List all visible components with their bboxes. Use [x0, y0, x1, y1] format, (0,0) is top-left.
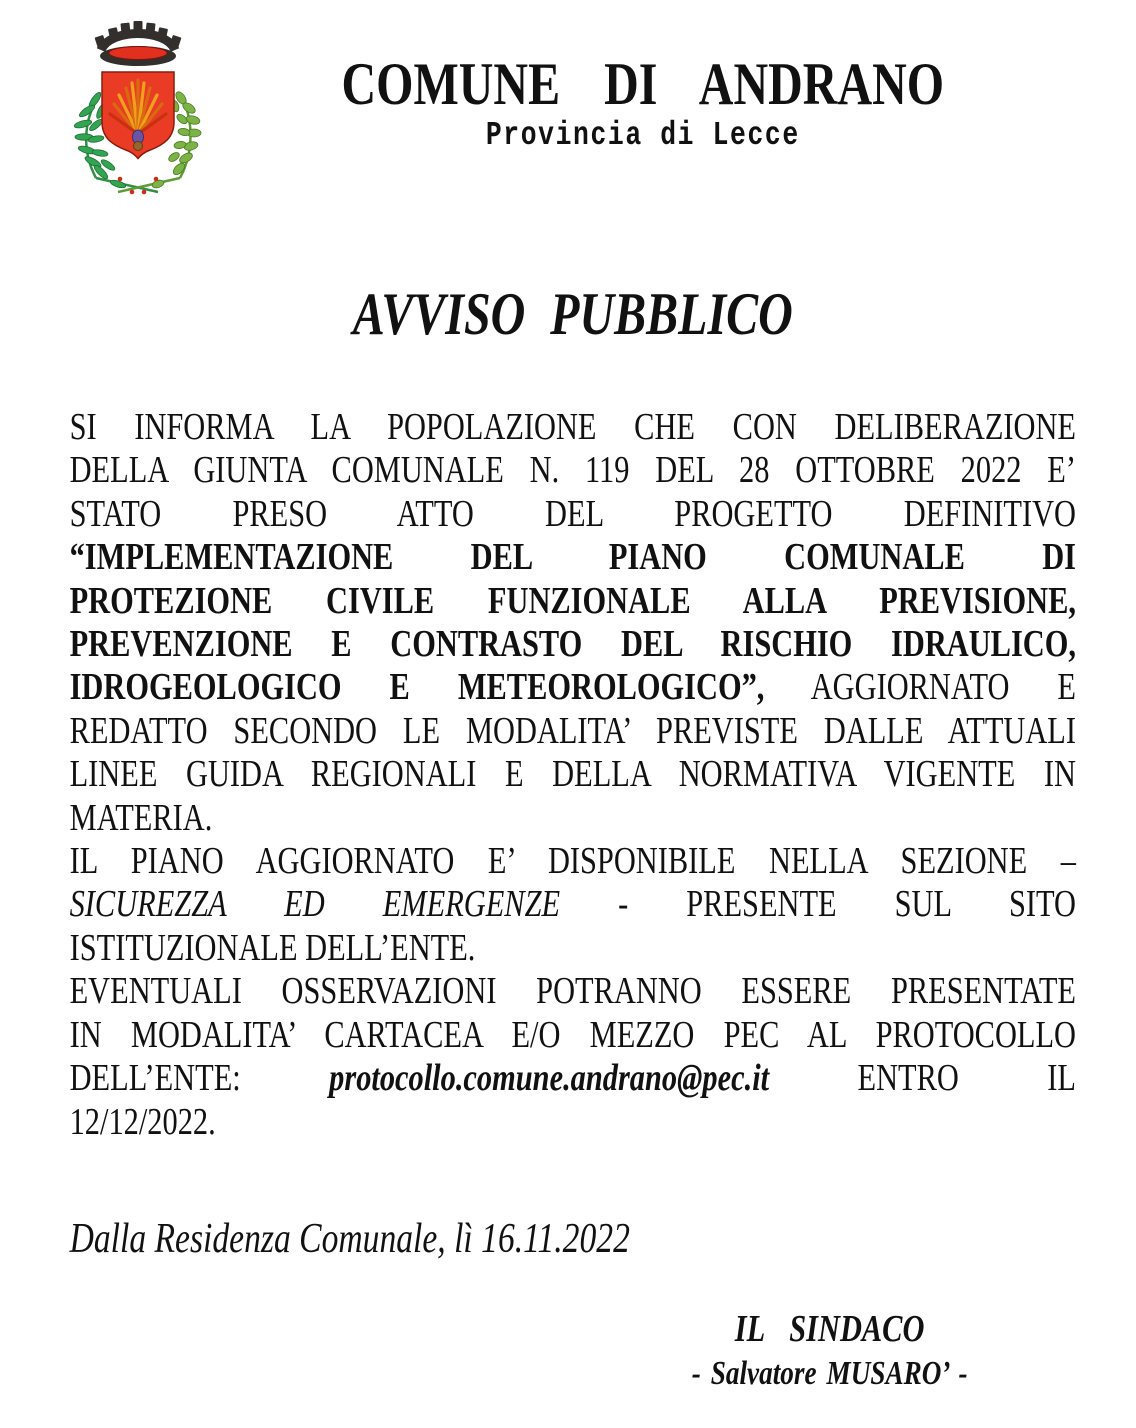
- body-line: [70, 1101, 1076, 1144]
- municipality-title: COMUNE DI ANDRANO: [341, 51, 945, 117]
- body-line: [70, 493, 1076, 536]
- signature-block: [630, 1307, 1030, 1394]
- text-segment: - PRESENTE SUL SITO: [560, 883, 1076, 926]
- province-subtitle: Provincia di Lecce: [485, 117, 800, 154]
- body-line: [70, 883, 1076, 926]
- signature-role: IL SINDACO: [734, 1308, 925, 1350]
- text-segment: SICUREZZA ED EMERGENZE: [69, 883, 561, 926]
- body-line: [70, 927, 1076, 970]
- text-segment: IL PIANO AGGIORNATO E’ DISPONIBILE NELLA SEZIONE –: [69, 840, 1077, 883]
- text-segment: ENTRO IL: [769, 1057, 1076, 1100]
- text-segment: DELLA GIUNTA COMUNALE N. 119 DEL 28 OTTOBRE 2022 E’: [69, 449, 1077, 492]
- body-line: [70, 1014, 1076, 1057]
- text-segment: DELL’ENTE:: [69, 1057, 241, 1100]
- body-line: [70, 406, 1076, 449]
- body-line: [70, 753, 1076, 796]
- dateline: Dalla Residenza Comunale, lì 16.11.2022: [69, 1216, 630, 1262]
- text-segment: IN MODALITA’ CARTACEA E/O MEZZO PEC AL PROTOCOLLO: [69, 1013, 1077, 1056]
- body-line: [70, 623, 1076, 666]
- text-segment: MATERIA.: [69, 796, 213, 839]
- text-segment: AGGIORNATO E: [764, 666, 1076, 709]
- text-segment: STATO PRESO ATTO DEL PROGETTO DEFINITIVO: [69, 492, 1077, 535]
- body-line: [70, 666, 1076, 709]
- body-line: [70, 536, 1076, 579]
- body-line: [70, 970, 1076, 1013]
- notice-heading: AVVISO PUBBLICO: [352, 281, 793, 347]
- text-segment: IDROGEOLOGICO E METEOROLOGICO”,: [69, 666, 765, 709]
- body-line: [70, 449, 1076, 492]
- text-segment: PROTEZIONE CIVILE FUNZIONALE ALLA PREVISIONE,: [69, 579, 1077, 622]
- body-line: [70, 840, 1076, 883]
- notice-body: [70, 406, 1076, 1144]
- body-line: [70, 580, 1076, 623]
- text-segment: REDATTO SECONDO LE MODALITA’ PREVISTE DALLE ATTUALI: [69, 709, 1077, 752]
- text-segment: SI INFORMA LA POPOLAZIONE CHE CON DELIBERAZIONE: [69, 406, 1077, 448]
- body-line: [70, 797, 1076, 840]
- document-header: [240, 51, 1046, 154]
- body-line: [70, 1057, 1076, 1100]
- text-segment: LINEE GUIDA REGIONALI E DELLA NORMATIVA VIGENTE IN: [69, 753, 1077, 796]
- text-segment: “IMPLEMENTAZIONE DEL PIANO COMUNALE DI: [69, 536, 1077, 579]
- text-segment: 12/12/2022.: [69, 1100, 216, 1143]
- text-segment: ISTITUZIONALE DELL’ENTE.: [69, 926, 476, 969]
- pec-email-address: protocollo.comune.andrano@pec.it: [240, 1057, 770, 1100]
- text-segment: EVENTUALI OSSERVAZIONI POTRANNO ESSERE PRESENTATE: [69, 970, 1077, 1013]
- signature-name: - Salvatore MUSARO’ -: [691, 1354, 968, 1392]
- text-segment: PREVENZIONE E CONTRASTO DEL RISCHIO IDRAULICO,: [69, 623, 1077, 666]
- body-line: [70, 710, 1076, 753]
